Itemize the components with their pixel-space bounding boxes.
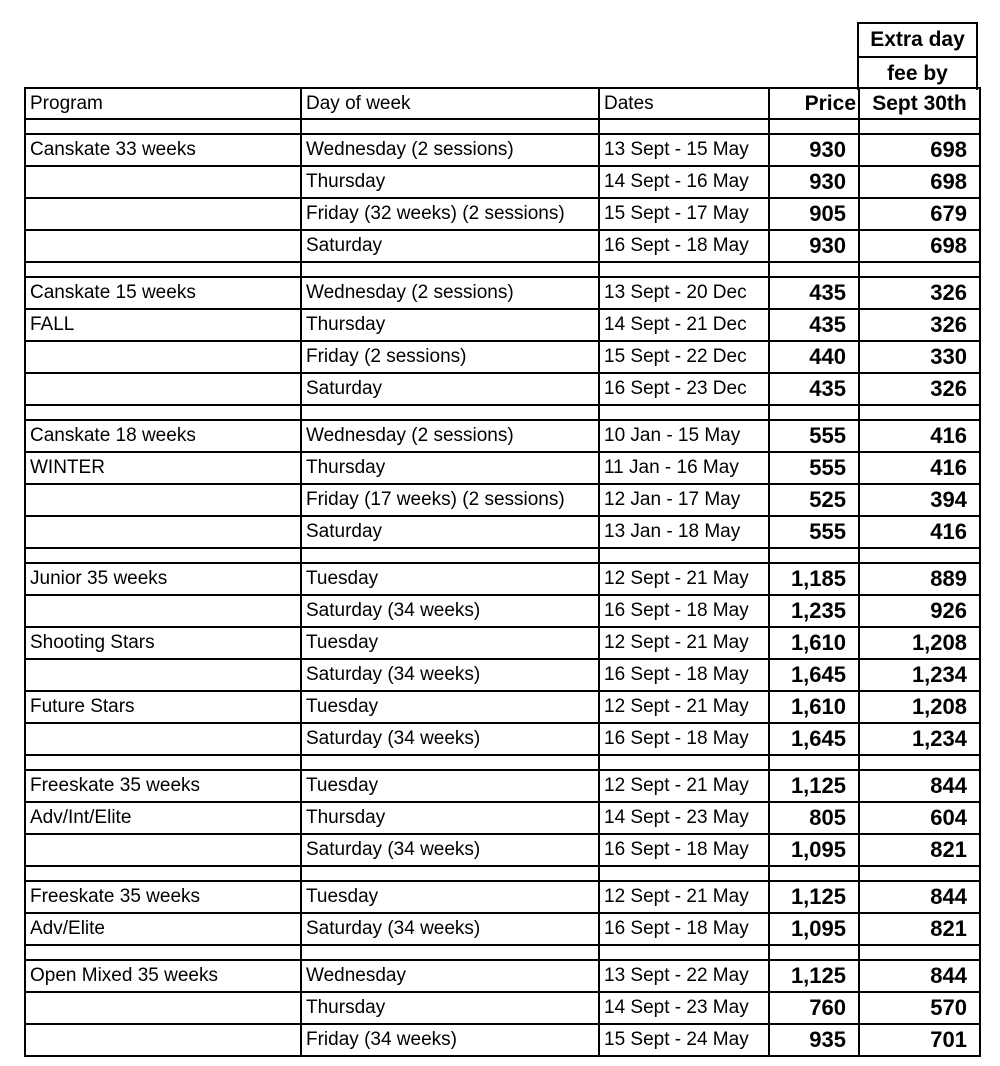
price-cell: 555: [769, 420, 859, 452]
extra-fee-cell: 604: [859, 802, 980, 834]
day-cell: Tuesday: [301, 691, 599, 723]
empty-cell: [25, 866, 301, 881]
table-row: [25, 627, 980, 659]
day-cell: Saturday (34 weeks): [301, 913, 599, 945]
dates-cell: 16 Sept - 18 May: [599, 723, 769, 755]
program-cell: [25, 595, 301, 627]
extra-fee-cell: 1,234: [859, 659, 980, 691]
empty-cell: [769, 405, 859, 420]
dates-cell: 12 Sept - 21 May: [599, 691, 769, 723]
header-extra-day-fee: Sept 30th: [859, 88, 980, 119]
day-cell: Tuesday: [301, 563, 599, 595]
table-row: [25, 802, 980, 834]
extra-fee-cell: 326: [859, 309, 980, 341]
empty-cell: [859, 755, 980, 770]
price-cell: 1,125: [769, 770, 859, 802]
empty-cell: [599, 405, 769, 420]
program-cell: [25, 230, 301, 262]
table-row: [25, 420, 980, 452]
extra-fee-cell: 926: [859, 595, 980, 627]
dates-cell: 12 Sept - 21 May: [599, 881, 769, 913]
day-cell: Saturday: [301, 516, 599, 548]
table-row: [25, 452, 980, 484]
table-row: [25, 166, 980, 198]
day-cell: Wednesday (2 sessions): [301, 420, 599, 452]
table-row: [25, 373, 980, 405]
extra-fee-cell: 821: [859, 834, 980, 866]
spacer-row: [25, 866, 980, 881]
price-cell: 555: [769, 516, 859, 548]
price-cell: 930: [769, 134, 859, 166]
extra-fee-cell: 679: [859, 198, 980, 230]
extra-fee-cell: 416: [859, 516, 980, 548]
empty-cell: [599, 945, 769, 960]
empty-cell: [859, 262, 980, 277]
extra-fee-cell: 326: [859, 373, 980, 405]
header-program: Program: [25, 88, 301, 119]
dates-cell: 15 Sept - 24 May: [599, 1024, 769, 1056]
price-cell: 805: [769, 802, 859, 834]
program-fee-table: [24, 87, 981, 1057]
spacer-row: [25, 119, 980, 134]
extra-fee-cell: 844: [859, 881, 980, 913]
table-row: [25, 484, 980, 516]
table-row: [25, 309, 980, 341]
empty-cell: [25, 755, 301, 770]
program-cell: [25, 166, 301, 198]
dates-cell: 10 Jan - 15 May: [599, 420, 769, 452]
program-cell: [25, 992, 301, 1024]
price-cell: 440: [769, 341, 859, 373]
day-cell: Saturday (34 weeks): [301, 834, 599, 866]
day-cell: Saturday (34 weeks): [301, 595, 599, 627]
day-cell: Wednesday (2 sessions): [301, 134, 599, 166]
extra-fee-cell: 1,208: [859, 691, 980, 723]
table-row: [25, 881, 980, 913]
spacer-row: [25, 405, 980, 420]
day-cell: Friday (32 weeks) (2 sessions): [301, 198, 599, 230]
extra-fee-cell: 1,234: [859, 723, 980, 755]
day-cell: Saturday: [301, 373, 599, 405]
price-cell: 935: [769, 1024, 859, 1056]
empty-cell: [599, 866, 769, 881]
program-cell: [25, 1024, 301, 1056]
program-cell: Adv/Elite: [25, 913, 301, 945]
extra-fee-cell: 701: [859, 1024, 980, 1056]
empty-cell: [769, 866, 859, 881]
day-cell: Friday (17 weeks) (2 sessions): [301, 484, 599, 516]
program-cell: [25, 341, 301, 373]
dates-cell: 16 Sept - 18 May: [599, 913, 769, 945]
empty-cell: [769, 755, 859, 770]
day-cell: Thursday: [301, 802, 599, 834]
extra-fee-cell: 416: [859, 420, 980, 452]
day-cell: Thursday: [301, 309, 599, 341]
price-cell: 1,235: [769, 595, 859, 627]
day-cell: Wednesday: [301, 960, 599, 992]
extra-fee-cell: 1,208: [859, 627, 980, 659]
header-row: [25, 88, 980, 119]
empty-cell: [301, 755, 599, 770]
program-cell: [25, 484, 301, 516]
empty-cell: [769, 262, 859, 277]
extra-fee-cell: 821: [859, 913, 980, 945]
dates-cell: 13 Sept - 15 May: [599, 134, 769, 166]
day-cell: Thursday: [301, 166, 599, 198]
table-row: [25, 1024, 980, 1056]
program-cell: Open Mixed 35 weeks: [25, 960, 301, 992]
empty-cell: [859, 866, 980, 881]
dates-cell: 13 Sept - 20 Dec: [599, 277, 769, 309]
price-cell: 1,125: [769, 881, 859, 913]
dates-cell: 15 Sept - 17 May: [599, 198, 769, 230]
table-row: [25, 834, 980, 866]
empty-cell: [25, 548, 301, 563]
spacer-row: [25, 755, 980, 770]
extra-fee-cell: 698: [859, 230, 980, 262]
empty-cell: [769, 548, 859, 563]
table-row: [25, 134, 980, 166]
dates-cell: 12 Sept - 21 May: [599, 770, 769, 802]
table-row: [25, 723, 980, 755]
dates-cell: 16 Sept - 18 May: [599, 834, 769, 866]
spacer-row: [25, 945, 980, 960]
program-cell: Canskate 15 weeks: [25, 277, 301, 309]
table-row: [25, 960, 980, 992]
empty-cell: [301, 405, 599, 420]
program-cell: [25, 373, 301, 405]
program-cell: Freeskate 35 weeks: [25, 770, 301, 802]
price-cell: 1,095: [769, 834, 859, 866]
price-cell: 435: [769, 277, 859, 309]
empty-cell: [25, 945, 301, 960]
dates-cell: 14 Sept - 23 May: [599, 992, 769, 1024]
day-cell: Thursday: [301, 452, 599, 484]
dates-cell: 16 Sept - 18 May: [599, 595, 769, 627]
price-cell: 1,610: [769, 627, 859, 659]
table-row: [25, 992, 980, 1024]
extra-fee-cell: 698: [859, 166, 980, 198]
dates-cell: 14 Sept - 21 Dec: [599, 309, 769, 341]
table-row: [25, 341, 980, 373]
empty-cell: [301, 119, 599, 134]
empty-cell: [769, 119, 859, 134]
empty-cell: [769, 945, 859, 960]
header-day-of-week: Day of week: [301, 88, 599, 119]
program-cell: Canskate 18 weeks: [25, 420, 301, 452]
extra-fee-cell: 844: [859, 960, 980, 992]
empty-cell: [25, 405, 301, 420]
price-cell: 1,610: [769, 691, 859, 723]
dates-cell: 13 Jan - 18 May: [599, 516, 769, 548]
dates-cell: 12 Jan - 17 May: [599, 484, 769, 516]
extra-fee-cell: 698: [859, 134, 980, 166]
dates-cell: 14 Sept - 16 May: [599, 166, 769, 198]
table-row: [25, 198, 980, 230]
program-cell: FALL: [25, 309, 301, 341]
program-cell: Freeskate 35 weeks: [25, 881, 301, 913]
empty-cell: [301, 945, 599, 960]
day-cell: Tuesday: [301, 770, 599, 802]
day-cell: Tuesday: [301, 627, 599, 659]
spacer-row: [25, 262, 980, 277]
extra-fee-cell: 326: [859, 277, 980, 309]
program-cell: Adv/Int/Elite: [25, 802, 301, 834]
table-row: [25, 770, 980, 802]
table-row: [25, 230, 980, 262]
empty-cell: [599, 119, 769, 134]
program-cell: [25, 198, 301, 230]
extra-day-fee-header: [857, 22, 978, 90]
day-cell: Saturday: [301, 230, 599, 262]
empty-cell: [859, 119, 980, 134]
day-cell: Friday (2 sessions): [301, 341, 599, 373]
extra-fee-cell: 570: [859, 992, 980, 1024]
day-cell: Wednesday (2 sessions): [301, 277, 599, 309]
table-row: [25, 659, 980, 691]
dates-cell: 13 Sept - 22 May: [599, 960, 769, 992]
price-cell: 435: [769, 373, 859, 405]
extra-fee-cell: 330: [859, 341, 980, 373]
table-row: [25, 913, 980, 945]
price-cell: 1,185: [769, 563, 859, 595]
day-cell: Saturday (34 weeks): [301, 659, 599, 691]
program-cell: Future Stars: [25, 691, 301, 723]
program-cell: Canskate 33 weeks: [25, 134, 301, 166]
day-cell: Tuesday: [301, 881, 599, 913]
empty-cell: [301, 262, 599, 277]
empty-cell: [25, 119, 301, 134]
extra-day-header-line1: Extra day: [859, 24, 976, 58]
dates-cell: 15 Sept - 22 Dec: [599, 341, 769, 373]
dates-cell: 12 Sept - 21 May: [599, 563, 769, 595]
program-cell: Shooting Stars: [25, 627, 301, 659]
empty-cell: [301, 866, 599, 881]
price-cell: 555: [769, 452, 859, 484]
table-row: [25, 691, 980, 723]
program-cell: [25, 834, 301, 866]
empty-cell: [25, 262, 301, 277]
price-cell: 905: [769, 198, 859, 230]
table-row: [25, 516, 980, 548]
empty-cell: [859, 945, 980, 960]
price-cell: 525: [769, 484, 859, 516]
empty-cell: [859, 548, 980, 563]
dates-cell: 16 Sept - 18 May: [599, 659, 769, 691]
program-cell: [25, 659, 301, 691]
table-row: [25, 595, 980, 627]
price-cell: 930: [769, 166, 859, 198]
program-cell: [25, 723, 301, 755]
spacer-row: [25, 548, 980, 563]
dates-cell: 16 Sept - 23 Dec: [599, 373, 769, 405]
extra-fee-cell: 416: [859, 452, 980, 484]
header-dates: Dates: [599, 88, 769, 119]
table-row: [25, 563, 980, 595]
program-cell: Junior 35 weeks: [25, 563, 301, 595]
dates-cell: 14 Sept - 23 May: [599, 802, 769, 834]
price-cell: 1,125: [769, 960, 859, 992]
price-cell: 760: [769, 992, 859, 1024]
program-cell: [25, 516, 301, 548]
empty-cell: [599, 755, 769, 770]
empty-cell: [599, 262, 769, 277]
empty-cell: [599, 548, 769, 563]
empty-cell: [859, 405, 980, 420]
empty-cell: [301, 548, 599, 563]
price-cell: 1,645: [769, 659, 859, 691]
extra-fee-cell: 889: [859, 563, 980, 595]
day-cell: Saturday (34 weeks): [301, 723, 599, 755]
dates-cell: 16 Sept - 18 May: [599, 230, 769, 262]
price-cell: 435: [769, 309, 859, 341]
price-cell: 1,645: [769, 723, 859, 755]
price-cell: 1,095: [769, 913, 859, 945]
day-cell: Friday (34 weeks): [301, 1024, 599, 1056]
dates-cell: 12 Sept - 21 May: [599, 627, 769, 659]
header-price: Price: [769, 88, 859, 119]
extra-fee-cell: 394: [859, 484, 980, 516]
extra-fee-cell: 844: [859, 770, 980, 802]
table-row: [25, 277, 980, 309]
extra-day-header-line2: fee by: [887, 62, 948, 85]
dates-cell: 11 Jan - 16 May: [599, 452, 769, 484]
program-cell: WINTER: [25, 452, 301, 484]
day-cell: Thursday: [301, 992, 599, 1024]
price-cell: 930: [769, 230, 859, 262]
